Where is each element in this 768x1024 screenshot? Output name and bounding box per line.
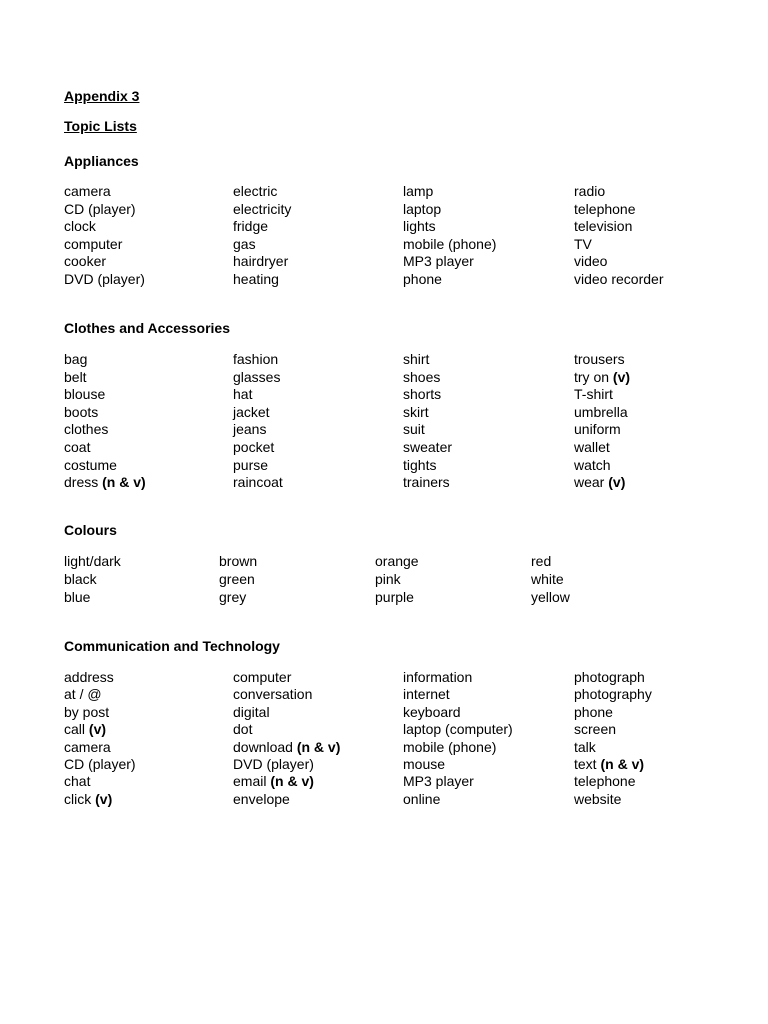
topic-word <box>574 218 632 234</box>
topic-word-text: laptop <box>403 200 442 217</box>
topic-word <box>64 721 106 737</box>
topic-word-text: blue <box>64 589 91 605</box>
topic-word-text: gas <box>233 235 256 252</box>
topic-word-text: belt <box>64 368 87 385</box>
topic-word <box>233 386 252 402</box>
topic-word <box>574 351 625 367</box>
topic-word-text: by post <box>64 703 110 720</box>
topic-word-text: text <box>574 756 597 772</box>
topic-word-text: camera <box>64 183 111 199</box>
topic-word <box>233 421 266 437</box>
topic-word <box>233 669 291 685</box>
topic-word-text: boots <box>64 403 99 420</box>
topic-word-text: shoes <box>403 368 441 385</box>
topic-word-text: jeans <box>233 421 267 438</box>
section-title-clothes: Clothes and Accessories <box>64 320 230 336</box>
word-class-tag: (v) <box>612 368 631 385</box>
topic-word <box>64 369 87 385</box>
word-class-tag: (n & v) <box>102 474 146 491</box>
topic-word-text: MP3 player <box>403 253 474 270</box>
topic-word-text: clock <box>64 218 96 235</box>
topic-word-text: tights <box>403 456 437 473</box>
topic-word-text: CD (player) <box>64 756 136 772</box>
topic-word-text: wallet <box>574 439 610 455</box>
topic-word <box>574 756 644 772</box>
topic-word-text: mobile (phone) <box>403 738 497 755</box>
topic-word <box>531 571 564 587</box>
topic-word-text: photograph <box>574 669 645 685</box>
topic-word <box>233 756 314 772</box>
topic-word-text: television <box>574 218 633 235</box>
word-class-tag: (v) <box>88 721 107 738</box>
topic-word <box>403 439 452 455</box>
topic-word <box>64 739 111 755</box>
topic-word-text: chat <box>64 773 91 790</box>
topic-word-text: video <box>574 253 608 270</box>
topic-word-text: phone <box>574 703 613 720</box>
topic-word <box>375 571 401 587</box>
topic-word <box>233 183 277 199</box>
topic-word-text: call <box>64 721 86 738</box>
topic-word <box>531 589 570 605</box>
topic-word <box>64 236 122 252</box>
topic-word-text: umbrella <box>574 403 628 420</box>
topic-word <box>64 253 106 269</box>
topic-word-text: at / @ <box>64 686 102 703</box>
topic-word <box>574 721 616 737</box>
topic-word-text: cooker <box>64 253 107 270</box>
topic-word-text: white <box>531 571 564 587</box>
topic-word <box>574 474 625 490</box>
topic-word-text: purple <box>375 589 414 605</box>
topic-word <box>403 721 513 737</box>
topic-word <box>233 439 274 455</box>
topic-word-text: lamp <box>403 183 434 199</box>
topic-word-text: mouse <box>403 756 446 772</box>
section-title-communication: Communication and Technology <box>64 638 280 654</box>
topic-word-text: mobile (phone) <box>403 235 497 252</box>
topic-word <box>403 201 441 217</box>
topic-word-text: watch <box>574 456 611 473</box>
topic-word <box>64 439 90 455</box>
topic-word-text: light/dark <box>64 553 121 569</box>
topic-word <box>403 369 440 385</box>
topic-word-text: computer <box>64 235 123 252</box>
topic-word <box>403 351 429 367</box>
topic-word <box>403 756 445 772</box>
topic-word <box>403 386 441 402</box>
topic-word-text: dot <box>233 721 253 738</box>
topic-word-text: computer <box>233 669 292 685</box>
topic-word-text: fridge <box>233 218 269 235</box>
topic-word <box>233 236 256 252</box>
topic-word-text: address <box>64 669 114 685</box>
topic-word-text: conversation <box>233 686 313 703</box>
topic-word <box>64 218 96 234</box>
word-class-tag: (v) <box>608 474 626 491</box>
topic-word-text: purse <box>233 456 269 473</box>
topic-word <box>403 474 450 490</box>
topic-word <box>64 589 90 605</box>
topic-word-text: suit <box>403 421 425 438</box>
topic-word <box>219 553 257 569</box>
topic-word-text: telephone <box>574 773 636 790</box>
topic-word <box>403 457 436 473</box>
topic-word-text: dress <box>64 474 99 491</box>
topic-word-text: costume <box>64 456 117 473</box>
topic-word <box>403 421 425 437</box>
topic-word <box>233 369 280 385</box>
topic-word-text: hat <box>233 386 253 403</box>
topic-word <box>64 773 90 789</box>
topic-word-text: internet <box>403 686 450 703</box>
topic-word <box>64 791 112 807</box>
appendix-title: Appendix 3 <box>64 88 140 104</box>
topic-word <box>574 704 613 720</box>
topic-word <box>574 421 621 437</box>
topic-word-text: pink <box>375 571 401 587</box>
topic-word <box>233 773 314 789</box>
topic-word-text: talk <box>574 738 596 755</box>
topic-word <box>64 571 97 587</box>
topic-word-text: DVD (player) <box>233 756 314 772</box>
topic-word <box>375 589 414 605</box>
topic-word <box>64 201 136 217</box>
topic-word-text: brown <box>219 553 258 569</box>
topic-word-text: MP3 player <box>403 773 474 790</box>
topic-word-text: laptop (computer) <box>403 721 513 738</box>
topic-word-text: photography <box>574 686 652 703</box>
topic-word-text: CD (player) <box>64 200 136 217</box>
topic-word <box>531 553 551 569</box>
topic-word-text: pocket <box>233 439 275 455</box>
topic-word-text: keyboard <box>403 703 461 720</box>
topic-word <box>403 669 472 685</box>
topic-word <box>64 553 121 569</box>
topic-word <box>64 474 146 490</box>
topic-word <box>64 669 114 685</box>
topic-word <box>403 704 461 720</box>
topic-word <box>574 457 611 473</box>
topic-word <box>375 553 419 569</box>
topic-word <box>233 201 291 217</box>
topic-word-text: website <box>574 790 622 807</box>
topic-word <box>403 791 440 807</box>
topic-word <box>64 271 145 287</box>
topic-word-text: telephone <box>574 200 636 217</box>
topic-word-text: trousers <box>574 351 625 367</box>
topic-word-text: glasses <box>233 368 281 385</box>
topic-word-text: email <box>233 773 267 790</box>
topic-word-text: phone <box>403 271 442 287</box>
topic-word-text: heating <box>233 271 279 287</box>
topic-word <box>574 773 636 789</box>
topic-word <box>403 253 474 269</box>
topic-word-text: try on <box>574 368 610 385</box>
topic-word-text: download <box>233 738 293 755</box>
topic-word <box>233 474 283 490</box>
topic-word <box>219 571 255 587</box>
topic-word <box>574 386 613 402</box>
section-title-colours: Colours <box>64 522 117 538</box>
topic-word-text: green <box>219 571 255 587</box>
topic-word <box>403 686 450 702</box>
topic-word <box>574 669 645 685</box>
topic-word-text: trainers <box>403 474 450 491</box>
topic-word-text: envelope <box>233 790 290 807</box>
topic-word-text: blouse <box>64 386 106 403</box>
topic-word <box>233 253 288 269</box>
topic-word <box>574 236 592 252</box>
topic-word-text: click <box>64 790 92 807</box>
topic-word <box>64 756 136 772</box>
topic-word <box>574 404 628 420</box>
topic-word-text: grey <box>219 589 247 605</box>
topic-word <box>233 686 312 702</box>
topic-word-text: orange <box>375 553 419 569</box>
topic-word-text: shirt <box>403 351 430 367</box>
topic-word-text: coat <box>64 439 91 455</box>
topic-word-text: clothes <box>64 421 109 438</box>
topic-word <box>64 386 105 402</box>
topic-word-text: raincoat <box>233 474 283 491</box>
topic-word <box>574 271 664 287</box>
topic-word <box>219 589 246 605</box>
topic-word <box>403 218 436 234</box>
topic-word <box>64 686 102 702</box>
topic-word <box>233 704 270 720</box>
topic-word-text: shorts <box>403 386 442 403</box>
topic-word <box>233 351 278 367</box>
topic-word <box>64 457 117 473</box>
section-title-appliances: Appliances <box>64 153 139 169</box>
topic-word-text: DVD (player) <box>64 271 145 287</box>
topic-word-text: wear <box>574 474 605 491</box>
topic-word <box>403 236 496 252</box>
topic-word <box>233 404 270 420</box>
topic-word <box>574 369 630 385</box>
word-class-tag: (n & v) <box>600 756 645 772</box>
topic-word <box>233 271 279 287</box>
topic-word-text: black <box>64 571 97 587</box>
topic-word <box>64 183 111 199</box>
topic-word-text: sweater <box>403 439 453 455</box>
topic-word <box>403 183 433 199</box>
topic-word-text: radio <box>574 183 606 199</box>
topic-word <box>64 404 98 420</box>
topic-word <box>574 739 596 755</box>
topic-word <box>64 351 87 367</box>
topic-word <box>574 791 621 807</box>
topic-word <box>233 457 268 473</box>
topic-word-text: T-shirt <box>574 386 613 403</box>
word-class-tag: (n & v) <box>270 773 314 790</box>
topic-word-text: electric <box>233 183 278 199</box>
topic-word <box>403 404 429 420</box>
topic-word-text: camera <box>64 738 111 755</box>
topic-word <box>403 271 442 287</box>
topic-word-text: electricity <box>233 200 292 217</box>
topic-word-text: bag <box>64 351 88 367</box>
topic-word <box>574 253 607 269</box>
topic-word <box>233 218 268 234</box>
topic-word-text: red <box>531 553 552 569</box>
topic-word <box>64 421 108 437</box>
topic-word <box>574 686 652 702</box>
topic-word <box>574 439 610 455</box>
word-class-tag: (n & v) <box>296 738 341 755</box>
topic-word-text: video recorder <box>574 271 664 287</box>
topic-word-text: jacket <box>233 403 270 420</box>
topic-word <box>574 201 636 217</box>
topic-word-text: yellow <box>531 589 570 605</box>
topic-word-text: screen <box>574 721 617 738</box>
topic-word <box>64 704 109 720</box>
topic-word <box>233 739 340 755</box>
topic-word <box>403 739 496 755</box>
topic-word-text: digital <box>233 703 270 720</box>
topic-word-text: online <box>403 790 441 807</box>
topic-word-text: skirt <box>403 403 429 420</box>
topic-word <box>233 791 290 807</box>
word-class-tag: (v) <box>95 790 113 807</box>
topic-word-text: TV <box>574 235 592 252</box>
topic-word-text: information <box>403 669 473 685</box>
topic-lists-title: Topic Lists <box>64 118 137 134</box>
topic-word-text: fashion <box>233 351 279 367</box>
topic-word-text: hairdryer <box>233 253 289 270</box>
topic-word-text: lights <box>403 218 436 235</box>
topic-word <box>233 721 252 737</box>
topic-word-text: uniform <box>574 421 621 438</box>
topic-word <box>574 183 605 199</box>
topic-word <box>403 773 474 789</box>
